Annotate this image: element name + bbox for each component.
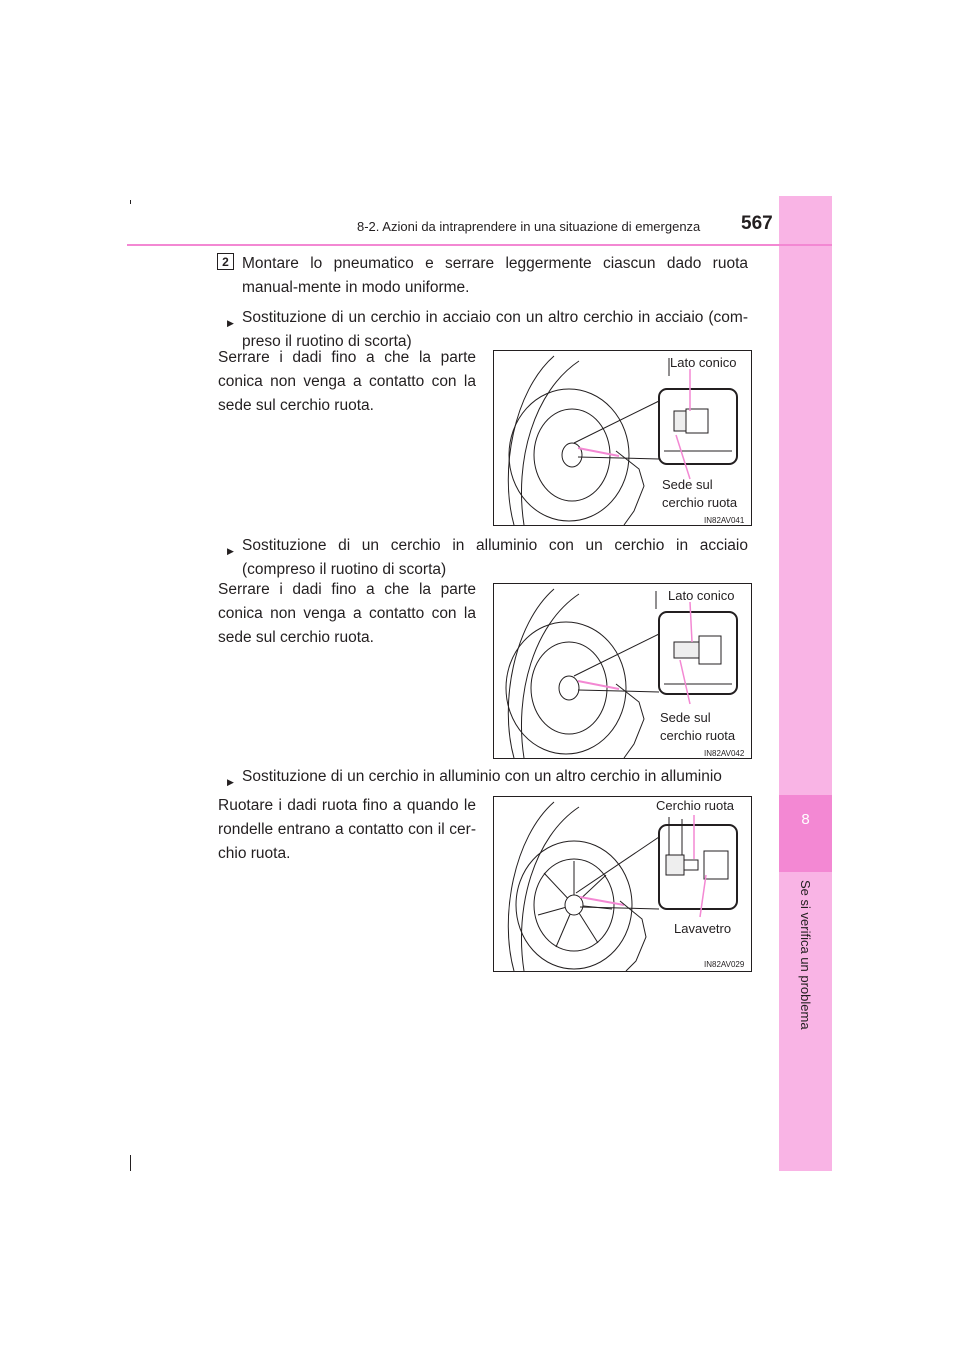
page-number: 567 — [741, 213, 773, 234]
body-text: Serrare i dadi fino a che la parte conica non venga a contatto con la sede sul cerchio ruota. — [218, 349, 476, 414]
bullet-text: ▶ Sostituzione di un cerchio in alluminio con un altro cerchio in alluminio — [242, 765, 748, 789]
figure-code: IN82AV042 — [704, 749, 745, 758]
figure-alloy-to-steel — [493, 583, 752, 759]
chapter-number: 8 — [801, 811, 810, 828]
step-number: 2 — [217, 253, 234, 270]
figure-alloy-to-alloy — [493, 796, 752, 972]
wheel-nut-illustration — [494, 351, 751, 525]
chapter-number-tab — [779, 795, 832, 872]
crop-mark — [130, 200, 131, 204]
label-bottom: cerchio ruota — [662, 495, 738, 510]
body-text: Serrare i dadi fino a che la parte conica non venga a contatto con la sede sul cerchio ruota. — [218, 581, 476, 646]
step-text: Montare lo pneumatico e serrare leggermente ciascun dado ruota manual-mente in modo uniforme. — [242, 255, 748, 296]
wheel-nut-illustration — [494, 584, 751, 758]
wheel-nut-illustration — [494, 797, 751, 971]
section-title: 8-2. Azioni da intraprendere in una situazione di emergenza — [357, 219, 701, 234]
body-text: Ruotare i dadi ruota fino a quando le rondelle entrano a contatto con il cer-chio ruota. — [218, 797, 476, 862]
crop-mark — [130, 1155, 131, 1171]
bullet-text: ▶ Sostituzione di un cerchio in acciaio con un altro cerchio in acciaio (com-preso il ruotino di scorta) — [242, 306, 748, 354]
figure-code: IN82AV041 — [704, 516, 745, 525]
chapter-title: Se si verifica un problema — [798, 880, 813, 1030]
figure-code: IN82AV029 — [704, 960, 745, 969]
header-rule — [127, 244, 832, 246]
label-top: Cerchio ruota — [656, 798, 735, 813]
figure-steel-to-steel — [493, 350, 752, 526]
bullet-text: ▶ Sostituzione di un cerchio in alluminio con un cerchio in acciaio (compreso il ruotino di scorta) — [242, 534, 748, 582]
label-bottom: cerchio ruota — [660, 728, 736, 743]
label-bottom: Sede sul — [662, 477, 713, 492]
label-bottom: Lavavetro — [674, 921, 732, 936]
label-bottom: Sede sul — [660, 710, 711, 725]
label-top: Lato conico — [670, 355, 737, 370]
label-top: Lato conico — [668, 588, 735, 603]
